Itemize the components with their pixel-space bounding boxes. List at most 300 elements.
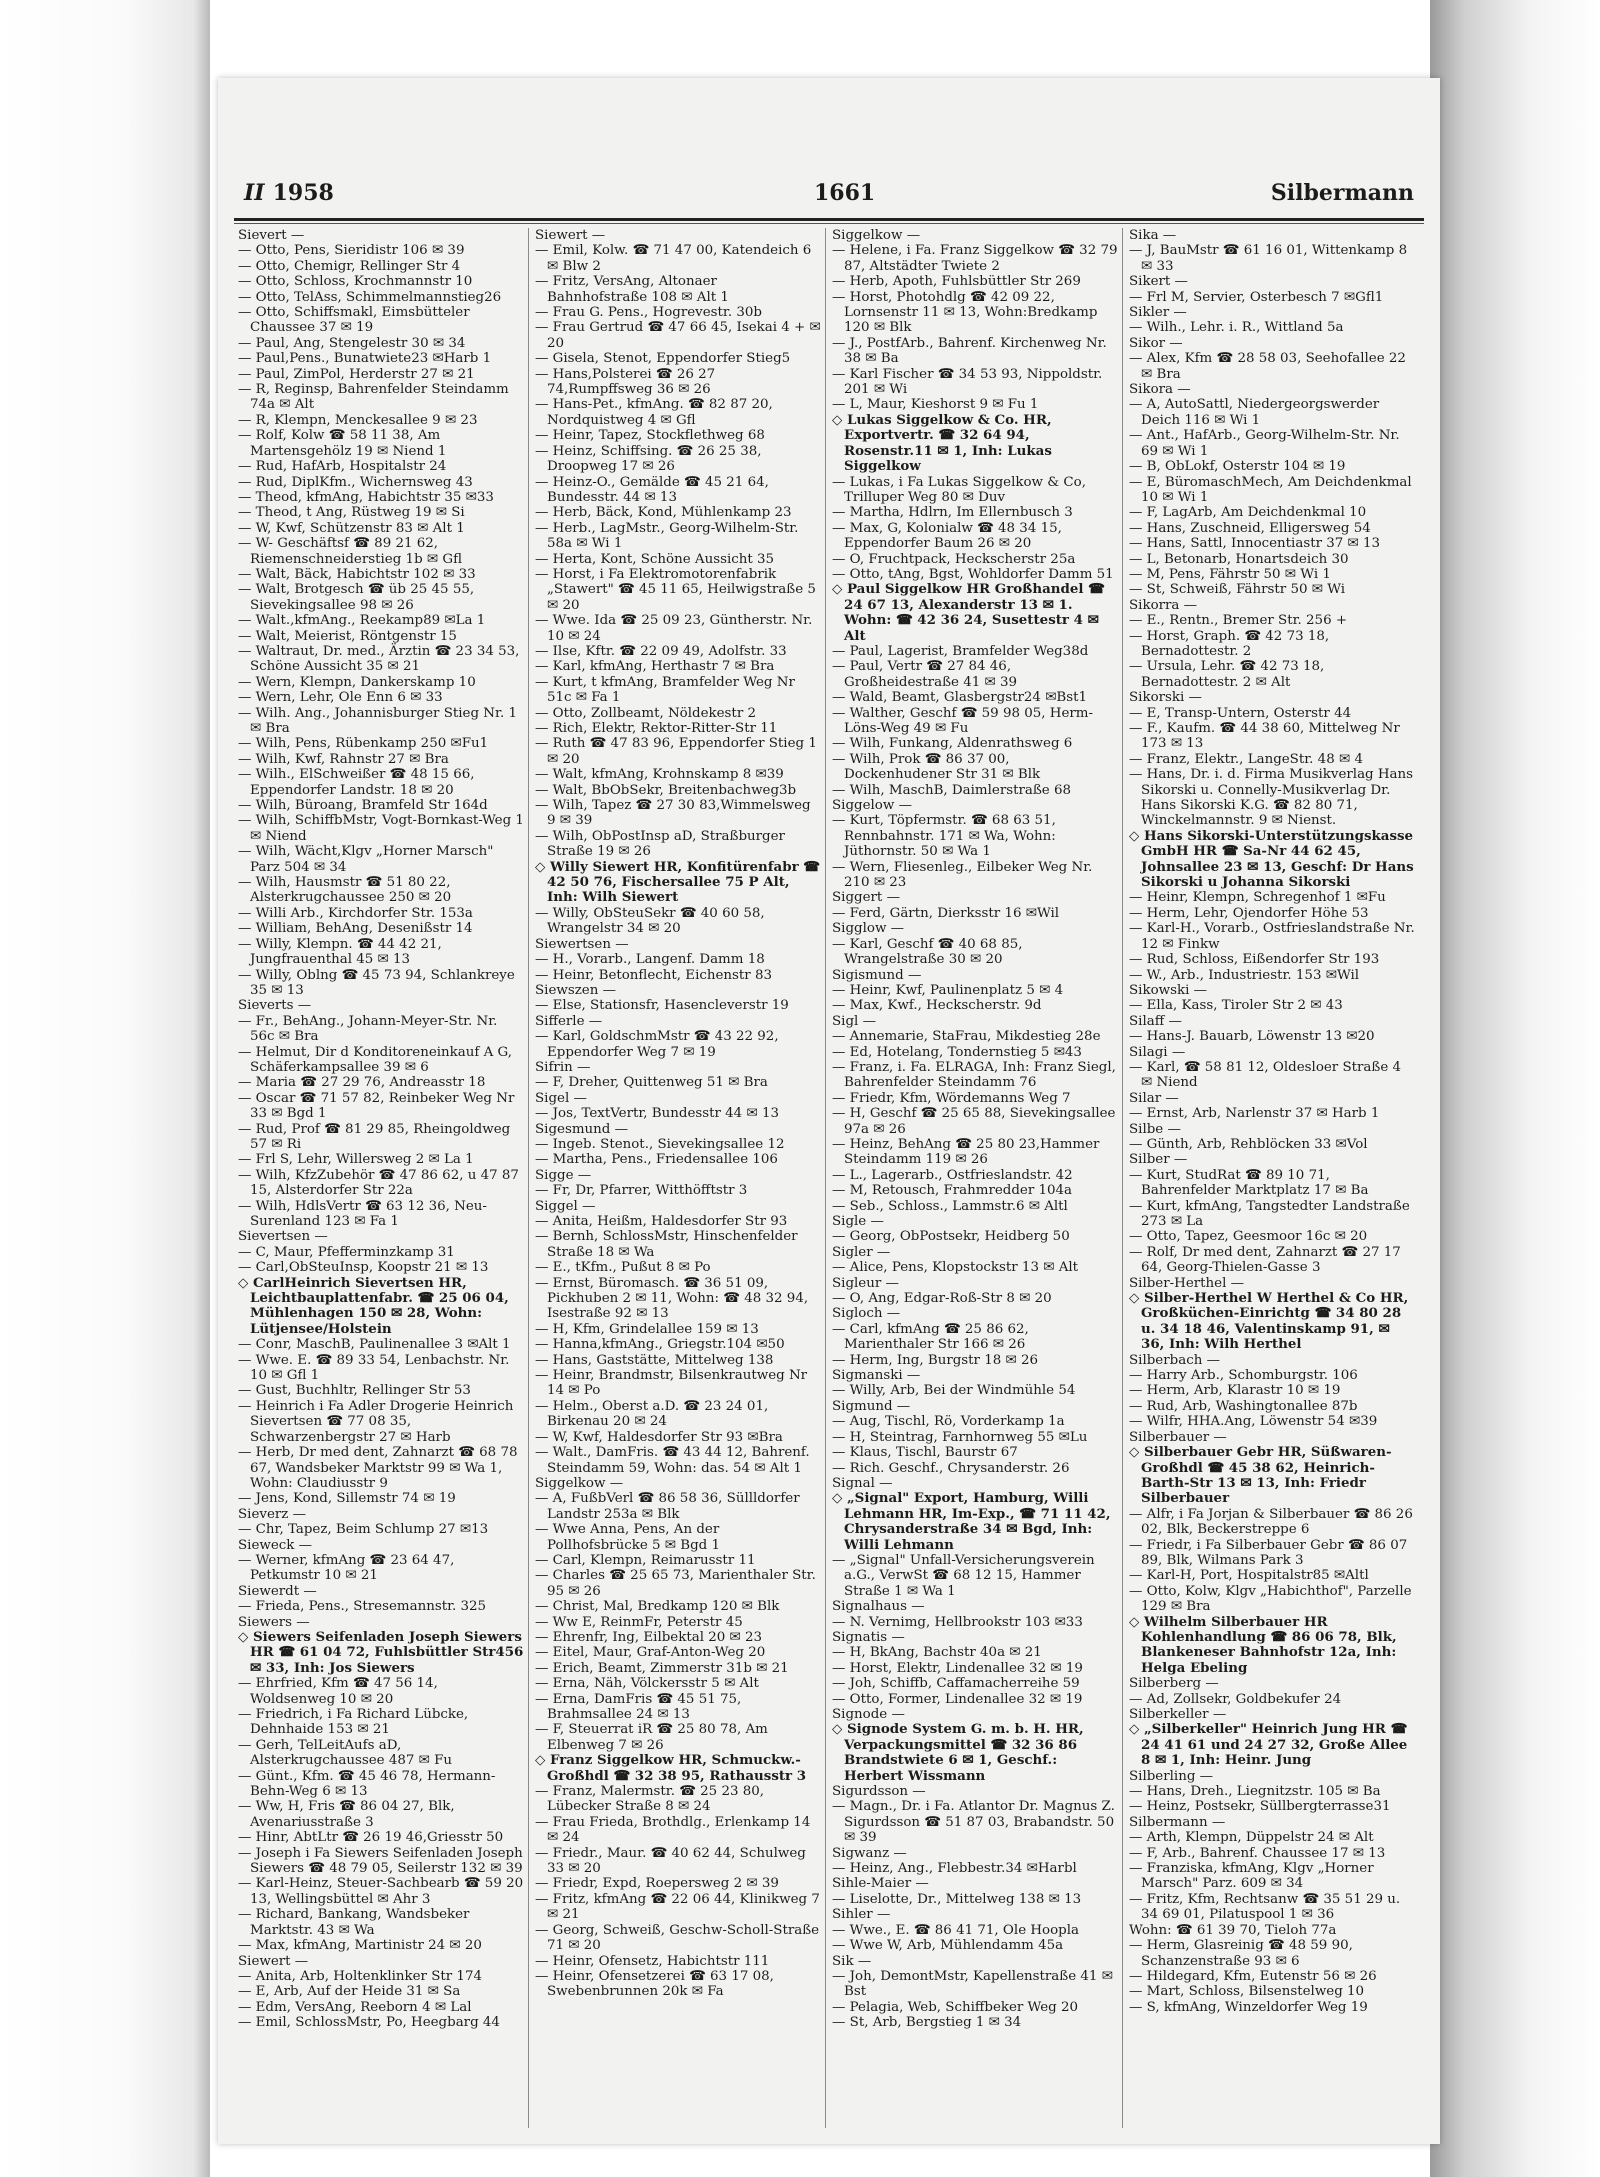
directory-entry: — Helmut, Dir d Konditoreneinkauf A G, Schäferkampsallee 39 ✉ 6: [238, 1044, 512, 1075]
directory-entry: — Herm, Glasreinig ☎ 48 59 90, Schanzenstraße 93 ✉ 6: [1129, 1938, 1353, 1969]
directory-entry: — A, AutoSattl, Niedergeorgswerder Deich 116 ✉ Wi 1: [1129, 397, 1380, 428]
surname-heading: Siewert —: [535, 228, 606, 243]
directory-entry: — Wilh, HdlsVertr ☎ 63 12 36, Neu-Surenland 123 ✉ Fa 1: [238, 1198, 487, 1229]
directory-entry: — Lukas, i Fa Lukas Siggelkow & Co, Trilluper Weg 80 ✉ Duv: [832, 474, 1086, 505]
directory-entry: — Klaus, Tischl, Baurstr 67: [832, 1445, 1018, 1461]
directory-entry: — B, ObLokf, Osterstr 104 ✉ 19: [1129, 459, 1346, 475]
directory-entry: — Ed, Hotelang, Tondernstieg 5 ✉43: [832, 1044, 1082, 1060]
directory-entry: — Friedr, Kfm, Wördemanns Weg 7: [832, 1090, 1071, 1106]
directory-entry: — Wilh. Ang., Johannisburger Stieg Nr. 1 ✉ Bra: [238, 705, 517, 736]
directory-entry: — Ingeb. Stenot., Sievekingsallee 12: [535, 1136, 785, 1152]
surname-heading: Sikorra —: [1129, 597, 1198, 613]
directory-entry: — Joh, Schiffb, Caffamacherreihe 59: [832, 1676, 1080, 1692]
directory-entry: — Ella, Kass, Tiroler Str 2 ✉ 43: [1129, 998, 1343, 1014]
directory-entry: — Hans, Sattl, Innocentiastr 37 ✉ 13: [1129, 536, 1381, 552]
directory-entry: — Frl S, Lehr, Willersweg 2 ✉ La 1: [238, 1152, 474, 1168]
directory-entry: — Franz, Elektr., LangeStr. 48 ✉ 4: [1129, 751, 1363, 767]
surname-heading: Sigge —: [535, 1167, 592, 1183]
surname-heading: Silberling —: [1129, 1768, 1214, 1784]
directory-entry: — Willy, Arb, Bei der Windmühle 54: [832, 1383, 1076, 1399]
directory-entry: — Herm, Lehr, Ojendorfer Höhe 53: [1129, 905, 1369, 921]
directory-entry: — Ernst, Arb, Narlenstr 37 ✉ Harb 1: [1129, 1106, 1380, 1122]
surname-heading: Sikert —: [1129, 274, 1188, 290]
surname-heading: Sievertsen —: [238, 1229, 328, 1245]
directory-entry: — F, LagArb, Am Deichdenkmal 10: [1129, 505, 1367, 521]
directory-entry: — Wilh., ElSchweißer ☎ 48 15 66, Eppendorfer Landstr. 18 ✉ 20: [238, 767, 475, 798]
directory-entry: — Walther, Geschf ☎ 59 98 05, Herm-Löns-Weg 49 ✉ Fu: [832, 705, 1094, 736]
surname-heading: Silber-Herthel —: [1129, 1275, 1245, 1291]
directory-entry: — Charles ☎ 25 65 73, Marienthaler Str. 95 ✉ 26: [535, 1568, 816, 1599]
directory-entry: — L, Betonarb, Honartsdeich 30: [1129, 551, 1349, 567]
directory-entry: — Helene, i Fa. Franz Siggelkow ☎ 32 79 87, Altstädter Twiete 2: [832, 243, 1118, 274]
directory-entry: — Hans, Gaststätte, Mittelweg 138: [535, 1352, 774, 1368]
directory-entry: — Wilh, ObPostInsp aD, Straßburger Straße 19 ✉ 26: [535, 828, 785, 860]
directory-entry: — Jos, TextVertr, Bundesstr 44 ✉ 13: [535, 1106, 779, 1122]
surname-heading: Sigel —: [535, 1090, 587, 1106]
surname-heading: Sigleur —: [832, 1275, 899, 1291]
directory-entry: — Theod, kfmAng, Habichtstr 35 ✉33: [238, 489, 494, 505]
directory-entry: — Oscar ☎ 71 57 82, Reinbeker Weg Nr 33 ✉ Bgd 1: [238, 1090, 515, 1122]
directory-entry: — Horst, Graph. ☎ 42 73 18, Bernadottestr. 2: [1129, 628, 1330, 659]
directory-entry: — O, Fruchtpack, Heckscherstr 25a: [832, 551, 1076, 567]
directory-entry: — Horst, i Fa Elektromotorenfabrik „Stawert" ☎ 45 11 65, Heilwigstraße 5 ✉ 20: [535, 566, 816, 613]
directory-entry: — H, BkAng, Bachstr 40a ✉ 21: [832, 1645, 1042, 1661]
surname-heading: Sieverts —: [238, 998, 312, 1014]
directory-entry: — L., Lagerarb., Ostfrieslandstr. 42: [832, 1167, 1073, 1183]
directory-entry: — Fritz, kfmAng ☎ 22 06 44, Klinikweg 7 ✉ 21: [535, 1891, 820, 1923]
surname-heading: Siewszen —: [535, 982, 616, 998]
directory-entry: — Karl-H, Port, Hospitalstr85 ✉Altl: [1129, 1568, 1369, 1584]
directory-entry: ◇ „Signal" Export, Hamburg, Willi Lehmann HR, Im-Exp., ☎ 71 11 42, Chrysanderstraße 34 ✉ Bgd, Inh: Willi Lehmann: [832, 1490, 1111, 1553]
directory-entry: — Anita, Arb, Holtenklinker Str 174: [238, 1968, 482, 1984]
directory-entry: — Edm, VersAng, Reeborn 4 ✉ Lal: [238, 1999, 472, 2015]
directory-entry: — Rud, Prof ☎ 81 29 85, Rheingoldweg 57 ✉ Ri: [238, 1121, 511, 1152]
directory-entry: — Otto, Zollbeamt, Nöldekestr 2: [535, 705, 756, 721]
year: 1958: [272, 180, 334, 206]
directory-entry: — Paul,Pens., Bunatwiete23 ✉Harb 1: [238, 351, 492, 367]
surname-heading: Sihler —: [832, 1907, 891, 1923]
directory-entry: — Wwe., E. ☎ 86 41 71, Ole Hoopla: [832, 1922, 1080, 1938]
directory-entry: — Hans, Dr. i. d. Firma Musikverlag Hans Sikorski u. Connelly-Musikverlag Dr. Hans Sikorski K.G. ☎ 82 80 71, Winckelmannstr. 9 ✉ Nienst.: [1129, 767, 1414, 829]
directory-entry: — Heinr, Brandmstr, Bilsenkrautweg Nr 14 ✉ Po: [535, 1368, 808, 1399]
directory-entry: — Herb., LagMstr., Georg-Wilhelm-Str. 58a ✉ Wi 1: [535, 520, 799, 552]
directory-entry: — Karl-Heinz, Steuer-Sachbearb ☎ 59 20 13, Wellingsbüttel ✉ Ahr 3: [238, 1876, 524, 1907]
directory-entry: — E, Arb, Auf der Heide 31 ✉ Sa: [238, 1984, 461, 2000]
directory-entry: — Wilh, Kwf, Rahnstr 27 ✉ Bra: [238, 751, 449, 767]
directory-entry: — Wilh, Büroang, Bramfeld Str 164d: [238, 798, 488, 814]
directory-entry: — Alfr, i Fa Jorjan & Silberbauer ☎ 86 26 02, Blk, Beckerstreppe 6: [1129, 1506, 1413, 1538]
directory-entry: — W, Kwf, Haldesdorfer Str 93 ✉Bra: [535, 1429, 783, 1445]
surname-heading: Sikowski —: [1129, 982, 1208, 998]
surname-heading: Siewerdt —: [238, 1583, 317, 1599]
directory-entry: — „Signal" Unfall-Versicherungsverein a.G., VerwSt ☎ 68 12 15, Hammer Straße 1 ✉ Wa 1: [832, 1552, 1095, 1599]
directory-entry: — Friedr., Maur. ☎ 40 62 44, Schulweg 33 ✉ 20: [535, 1845, 806, 1877]
directory-entry: — Arth, Klempn, Düppelstr 24 ✉ Alt: [1129, 1830, 1374, 1846]
surname-heading: Silberkeller —: [1129, 1707, 1227, 1722]
directory-entry: — Emil, Kolw. ☎ 71 47 00, Katendeich 6 ✉ Blw 2: [535, 243, 812, 274]
surname-heading: Sieweck —: [238, 1537, 313, 1553]
directory-entry: — Fr., BehAng., Johann-Meyer-Str. Nr. 56c ✉ Bra: [238, 1013, 498, 1045]
surname-heading: Sievert —: [238, 228, 305, 243]
directory-entry: — Gust, Buchhltr, Rellinger Str 53: [238, 1383, 471, 1399]
surname-heading: Sigwanz —: [832, 1845, 907, 1861]
directory-entry: — Ehrfried, Kfm ☎ 47 56 14, Woldsenweg 10 ✉ 20: [238, 1676, 438, 1707]
directory-entry: — Otto, Pens, Sieridistr 106 ✉ 39: [238, 243, 465, 259]
directory-entry: — Theod, t Ang, Rüstweg 19 ✉ Si: [238, 505, 465, 521]
directory-entry: — Magn., Dr. i Fa. Atlantor Dr. Magnus Z. Sigurdsson ☎ 51 87 03, Brabandstr. 50 ✉ 39: [832, 1799, 1115, 1846]
surname-heading: Sihle-Maier —: [832, 1876, 929, 1892]
directory-entry: — St, Arb, Bergstieg 1 ✉ 34: [832, 2015, 1022, 2031]
directory-entry: — Rich, Elektr, Rektor-Ritter-Str 11: [535, 721, 778, 736]
directory-entry: — Hans, Zuschneid, Elligersweg 54: [1129, 520, 1371, 536]
directory-entry: ◇ Wilhelm Silberbauer HR Kohlenhandlung ☎ 86 06 78, Blk, Blankeneser Bahnhofstr 12a, Inh: Helga Ebeling: [1129, 1613, 1397, 1676]
directory-entry: — Otto, Schiffsmakl, Eimsbütteler Chaussee 37 ✉ 19: [238, 305, 470, 336]
directory-entry: — Kurt, t kfmAng, Bramfelder Weg Nr 51c ✉ Fa 1: [535, 674, 795, 706]
directory-entry: — Walt, Meierist, Röntgenstr 15: [238, 628, 457, 644]
surname-heading: Sikorski —: [1129, 690, 1202, 706]
directory-entry: — Wilh, Pens, Rübenkamp 250 ✉Fu1: [238, 736, 489, 752]
directory-entry: — Georg, ObPostsekr, Heidberg 50: [832, 1229, 1070, 1245]
directory-entry: — Kurt, StudRat ☎ 89 10 71, Bahrenfelder Marktplatz 17 ✉ Ba: [1129, 1167, 1369, 1199]
directory-entry: — Ww, H, Fris ☎ 86 04 27, Blk, Avenariusstraße 3: [238, 1799, 455, 1830]
surname-heading: Signal —: [832, 1475, 893, 1491]
surname-heading: Sika —: [1129, 228, 1177, 243]
directory-entry: — Erna, Näh, Völckersstr 5 ✉ Alt: [535, 1676, 759, 1692]
directory-entry: — Maria ☎ 27 29 76, Andreasstr 18: [238, 1075, 486, 1091]
directory-entry: — L, Maur, Kieshorst 9 ✉ Fu 1: [832, 397, 1039, 413]
directory-entry: ◇ Lukas Siggelkow & Co. HR, Exportvertr. ☎ 32 64 94, Rosenstr.11 ✉ 1, Inh: Lukas Siggelkow: [832, 411, 1052, 475]
surname-heading: Siggelkow —: [535, 1475, 624, 1491]
directory-entry: — Frl M, Servier, Osterbesch 7 ✉Gfl1: [1129, 289, 1384, 305]
scan-margin-left: [0, 0, 210, 2177]
directory-entry: — Joh, DemontMstr, Kapellenstraße 41 ✉ Bst: [832, 1968, 1113, 2000]
directory-entry: — Chr, Tapez, Beim Schlump 27 ✉13: [238, 1522, 489, 1538]
directory-entry: — E., Rentn., Bremer Str. 256 +: [1129, 613, 1348, 629]
surname-heading: Siggelkow —: [832, 228, 921, 243]
directory-entry: — Wilh, Prok ☎ 86 37 00, Dockenhudener Str 31 ✉ Blk: [832, 751, 1041, 783]
directory-entry: — Hans,Polsterei ☎ 26 27 74,Rumpffsweg 36 ✉ 26: [535, 366, 716, 398]
directory-entry: — Walt, Bäck, Habichtstr 102 ✉ 33: [238, 566, 476, 582]
directory-entry: — Otto, Kolw, Klgv „Habichthof", Parzelle 129 ✉ Bra: [1129, 1583, 1412, 1615]
directory-entry: — Rud, DiplKfm., Wichernsweg 43: [238, 474, 473, 490]
directory-entry: — Paul, Vertr ☎ 27 84 46, Großheidestraße 41 ✉ 39: [832, 659, 1018, 690]
directory-entry: — Georg, Schweiß, Geschw-Scholl-Straße 71 ✉ 20: [535, 1922, 820, 1954]
directory-entry: — Wilh., Lehr. i. R., Wittland 5a: [1129, 320, 1344, 336]
surname-heading: Signalhaus —: [832, 1599, 925, 1615]
directory-entry: — Wwe. E. ☎ 89 33 54, Lenbachstr. Nr. 10 ✉ Gfl 1: [238, 1352, 510, 1384]
directory-entry: — Walt, kfmAng, Krohnskamp 8 ✉39: [535, 767, 784, 783]
directory-entry: — J., PostfArb., Bahrenf. Kirchenweg Nr. 38 ✉ Ba: [832, 335, 1107, 367]
directory-entry: — Willy, ObSteuSekr ☎ 40 60 58, Wrangelstr 34 ✉ 20: [535, 905, 765, 937]
directory-entry: — Otto, Schloss, Krochmannstr 10: [238, 274, 473, 290]
directory-entry: — Alice, Pens, Klopstockstr 13 ✉ Alt: [832, 1260, 1079, 1276]
directory-entry: — Rich. Geschf., Chrysanderstr. 26: [832, 1460, 1070, 1476]
directory-entry: — Fr, Dr, Pfarrer, Witthöfftstr 3: [535, 1183, 748, 1199]
directory-entry: — Martha, Pens., Friedensallee 106: [535, 1152, 778, 1168]
directory-entry: ◇ Siewers Seifenladen Joseph Siewers HR ☎ 61 04 72, Fuhlsbüttler Str456 ✉ 33, Inh: Jos Siewers: [238, 1628, 524, 1676]
directory-entry: — Max, Kwf., Heckscherstr. 9d: [832, 998, 1042, 1014]
directory-entry: — Friedr, Expd, Roepersweg 2 ✉ 39: [535, 1876, 779, 1892]
catchword: Silbermann: [1270, 180, 1414, 206]
surname-heading: Siewertsen —: [535, 936, 629, 952]
directory-entry: — O, Ang, Edgar-Roß-Str 8 ✉ 20: [832, 1291, 1052, 1307]
directory-entry: — Else, Stationsfr, Hasencleverstr 19: [535, 998, 789, 1014]
surname-heading: Silber —: [1129, 1152, 1188, 1168]
directory-entry: — Friedrich, i Fa Richard Lübcke, Dehnhaide 153 ✉ 21: [238, 1707, 469, 1738]
directory-entry: — Ruth ☎ 47 83 96, Eppendorfer Stieg 1 ✉ 20: [535, 736, 817, 767]
directory-entry: — Heinz, Ang., Flebbestr.34 ✉Harbl: [832, 1861, 1077, 1877]
directory-entry: — F, Dreher, Quittenweg 51 ✉ Bra: [535, 1075, 768, 1091]
directory-entry: — W, Kwf, Schützenstr 83 ✉ Alt 1: [238, 520, 465, 536]
surname-heading: Sifrin —: [535, 1059, 591, 1075]
surname-heading: Siggel —: [535, 1198, 596, 1214]
directory-entry: — Eitel, Maur, Graf-Anton-Weg 20: [535, 1645, 766, 1661]
surname-heading: Sigler —: [832, 1244, 891, 1260]
directory-page: [218, 78, 1440, 2144]
directory-entry: — Hanna,kfmAng., Griegstr.104 ✉50: [535, 1337, 785, 1353]
directory-entry: — Rolf, Kolw ☎ 58 11 38, Am Martensgehölz 19 ✉ Niend 1: [238, 428, 447, 459]
page-number: 1661: [814, 180, 876, 206]
surname-heading: Sigloch —: [832, 1306, 901, 1322]
directory-entry: — R, Reginsp, Bahrenfelder Steindamm 74a ✉ Alt: [238, 382, 509, 413]
directory-entry: — Kurt, Töpfermstr. ☎ 68 63 51, Rennbahnstr. 171 ✉ Wa, Wohn: Jüthornstr. 50 ✉ Wa 1: [832, 813, 1056, 860]
directory-entry: — Günt., Kfm. ☎ 45 46 78, Hermann-Behn-Weg 6 ✉ 13: [238, 1768, 496, 1800]
directory-entry: — Aug, Tischl, Rö, Vorderkamp 1a: [832, 1414, 1065, 1430]
directory-entry: — M, Retousch, Frahmredder 104a: [832, 1183, 1073, 1199]
directory-entry: — Heinz, BehAng ☎ 25 80 23,Hammer Steindamm 119 ✉ 26: [832, 1136, 1100, 1168]
surname-heading: Silberbauer —: [1129, 1429, 1227, 1445]
surname-heading: Signode —: [832, 1707, 905, 1722]
directory-entry: — Rud, HafArb, Hospitalstr 24: [238, 459, 447, 475]
directory-entry: — Heinr, Betonflecht, Eichenstr 83: [535, 967, 772, 983]
directory-entry: — Frieda, Pens., Stresemannstr. 325: [238, 1599, 487, 1615]
directory-entry: — Franziska, kfmAng, Klgv „Horner Marsch" Parz. 609 ✉ 34: [1129, 1861, 1374, 1892]
directory-entry: — Herb, Bäck, Kond, Mühlenkamp 23: [535, 505, 792, 521]
directory-entry: — Martha, Hdlrn, Im Ellernbusch 3: [832, 505, 1073, 521]
directory-entry: — Ursula, Lehr. ☎ 42 73 18, Bernadottestr. 2 ✉ Alt: [1129, 659, 1325, 690]
surname-heading: Silbermann —: [1129, 1814, 1226, 1830]
directory-entry: — Wilh, Funkang, Aldenrathsweg 6: [832, 736, 1073, 752]
surname-heading: Sigurdsson —: [832, 1784, 926, 1800]
directory-entry: ◇ Willy Siewert HR, Konfitürenfabr ☎ 42 50 76, Fischersallee 75 P Alt, Inh: Wilh Siewert: [535, 858, 820, 906]
directory-entry: — Herb, Apoth, Fuhlsbüttler Str 269: [832, 274, 1081, 290]
directory-entry: — Walt.,kfmAng., Reekamp89 ✉La 1: [238, 613, 486, 629]
directory-entry: — Bernh, SchlossMstr, Hinschenfelder Straße 18 ✉ Wa: [535, 1229, 798, 1260]
directory-entry: — J, BauMstr ☎ 61 16 01, Wittenkamp 8 ✉ 33: [1129, 243, 1408, 274]
directory-entry: — Carl,ObSteuInsp, Koopstr 21 ✉ 13: [238, 1260, 489, 1276]
directory-entry: — Carl, kfmAng ☎ 25 86 62, Marienthaler Str 166 ✉ 26: [832, 1321, 1029, 1353]
directory-entry: — Willy, Klempn. ☎ 44 42 21, Jungfrauenthal 45 ✉ 13: [238, 936, 442, 968]
directory-entry: — Karl Fischer ☎ 34 53 93, Nippoldstr. 201 ✉ Wi: [832, 366, 1103, 398]
directory-entry: — Wern, Lehr, Ole Enn 6 ✉ 33: [238, 690, 443, 706]
directory-entry: — Ad, Zollsekr, Goldbekufer 24: [1129, 1691, 1342, 1707]
directory-entry: — Liselotte, Dr., Mittelweg 138 ✉ 13: [832, 1891, 1082, 1907]
directory-entry: — E., tKfm., Pußut 8 ✉ Po: [535, 1260, 711, 1276]
directory-entry: — Harry Arb., Schomburgstr. 106: [1129, 1368, 1358, 1384]
directory-entry: — Erich, Beamt, Zimmerstr 31b ✉ 21: [535, 1660, 789, 1676]
directory-entry: — H., Vorarb., Langenf. Damm 18: [535, 952, 765, 968]
surname-heading: Sigesmund —: [535, 1121, 628, 1137]
directory-entry: ◇ Signode System G. m. b. H. HR, Verpackungsmittel ☎ 32 36 86 Brandstwiete 6 ✉ 1, Geschf.: Herbert Wissmann: [832, 1721, 1084, 1784]
directory-entry: — C, Maur, Pfefferminzkamp 31: [238, 1244, 455, 1260]
directory-entry: ◇ „Silberkeller" Heinrich Jung HR ☎ 24 41 61 und 24 27 32, Große Allee 8 ✉ 1, Inh: Heinr. Jung: [1129, 1721, 1408, 1769]
directory-entry: — Heinz, Schiffsing. ☎ 26 25 38, Droopweg 17 ✉ 26: [535, 443, 762, 475]
surname-heading: Siggert —: [832, 890, 900, 906]
head-left: [244, 180, 334, 206]
directory-entry: ◇ Franz Siggelkow HR, Schmuckw.-Großhdl ☎ 32 38 95, Rathausstr 3: [535, 1752, 807, 1784]
column-4: [1123, 228, 1420, 2128]
column-2: [529, 228, 826, 2128]
surname-heading: Silbe —: [1129, 1121, 1181, 1137]
surname-heading: Signatis —: [832, 1629, 905, 1645]
column-3: [826, 228, 1123, 2128]
directory-entry: — Horst, Photohdlg ☎ 42 09 22, Lornsenstr 11 ✉ 13, Wohn:Bredkamp 120 ✉ Blk: [832, 289, 1098, 336]
surname-heading: Siggelow —: [832, 798, 912, 814]
directory-entry: — Hinr, AbtLtr ☎ 26 19 46,Griesstr 50: [238, 1830, 504, 1846]
directory-entry: — Hans, Dreh., Liegnitzstr. 105 ✉ Ba: [1129, 1784, 1381, 1800]
directory-entry: — Alex, Kfm ☎ 28 58 03, Seehofallee 22 ✉ Bra: [1129, 351, 1406, 382]
directory-entry: — W- Geschäftsf ☎ 89 21 62, Riemenschneiderstieg 1b ✉ Gfl: [238, 536, 463, 567]
directory-entry: — Pelagia, Web, Schiffbeker Weg 20: [832, 1999, 1079, 2015]
directory-entry: — Conr, MaschB, Paulinenallee 3 ✉Alt 1: [238, 1337, 511, 1353]
directory-entry: — Karl, ☎ 58 81 12, Oldesloer Straße 4 ✉ Niend: [1129, 1059, 1402, 1091]
directory-entry: — Frau Gertrud ☎ 47 66 45, Isekai 4 + ✉ 20: [535, 320, 821, 351]
directory-entry: — Willi Arb., Kirchdorfer Str. 153a: [238, 905, 473, 921]
surname-heading: Sikor —: [1129, 335, 1183, 351]
surname-heading: Siewers —: [238, 1614, 310, 1630]
directory-entry: ◇ Paul Siggelkow HR Großhandel ☎ 24 67 13, Alexanderstr 13 ✉ 1. Wohn: ☎ 42 36 24, Susettestr 4 ✉ Alt: [832, 581, 1105, 644]
directory-entry: — Frau G. Pens., Hogrevestr. 30b: [535, 305, 762, 321]
directory-entry: — Wwe. Ida ☎ 25 09 23, Güntherstr. Nr. 10 ✉ 24: [535, 613, 813, 644]
surname-heading: Sieverz —: [238, 1506, 306, 1522]
directory-entry: — F, Steuerrat iR ☎ 25 80 78, Am Elbenweg 7 ✉ 26: [535, 1722, 768, 1753]
directory-entry: — F, Arb., Bahrenf. Chaussee 17 ✉ 13: [1129, 1845, 1386, 1861]
directory-entry: — Karl-H., Vorarb., Ostfrieslandstraße Nr. 12 ✉ Finkw: [1129, 921, 1415, 952]
header-rule: [234, 218, 1424, 224]
directory-entry: — Erna, DamFris ☎ 45 51 75, Brahmsallee 24 ✉ 13: [535, 1691, 742, 1722]
directory-entry: — St, Schweiß, Fährstr 50 ✉ Wi: [1129, 582, 1346, 598]
directory-entry: — H, Geschf ☎ 25 65 88, Sievekingsallee 97a ✉ 26: [832, 1106, 1116, 1137]
directory-entry: — Friedr, i Fa Silberbauer Gebr ☎ 86 07 89, Blk, Wilmans Park 3: [1129, 1537, 1408, 1568]
directory-entry: — A, FußbVerl ☎ 86 58 36, Süllldorfer Landstr 253a ✉ Blk: [535, 1491, 800, 1522]
directory-entry: — Heinr, Tapez, Stockflethweg 68: [535, 428, 765, 444]
directory-entry: — Gisela, Stenot, Eppendorfer Stieg5: [535, 351, 791, 367]
directory-entry: — Günth, Arb, Rehblöcken 33 ✉Vol: [1129, 1136, 1368, 1152]
directory-entry: — Otto, tAng, Bgst, Wohldorfer Damm 51: [832, 566, 1114, 582]
directory-entry: — Mart, Schloss, Bilsenstelweg 10: [1129, 1984, 1365, 2000]
directory-entry: — Fritz, Kfm, Rechtsanw ☎ 35 51 29 u. 34 69 01, Pilatuspool 1 ✉ 36: [1129, 1891, 1401, 1923]
directory-entry: — Wilh, Wächt,Klgv „Horner Marsch" Parz 504 ✉ 34: [238, 844, 494, 875]
directory-entry: — Karl, Geschf ☎ 40 68 85, Wrangelstraße 30 ✉ 20: [832, 936, 1023, 968]
directory-entry: — Ferd, Gärtn, Dierksstr 16 ✉Wil: [832, 905, 1060, 921]
directory-entry: — Seb., Schloss., Lammstr.6 ✉ Altl: [832, 1198, 1068, 1214]
directory-entry: — Emil, SchlossMstr, Po, Heegbarg 44: [238, 2015, 500, 2031]
directory-entry: — Otto, Tapez, Geesmoor 16c ✉ 20: [1129, 1229, 1368, 1245]
scan-margin-right: [1430, 0, 1600, 2177]
surname-heading: Sikler —: [1129, 305, 1187, 321]
directory-entry: — Franz, Malermstr. ☎ 25 23 80, Lübecker Straße 8 ✉ 24: [535, 1784, 765, 1815]
directory-entry: — E, BüromaschMech, Am Deichdenkmal 10 ✉ Wi 1: [1129, 474, 1412, 505]
directory-entry: — Wwe Anna, Pens, An der Pollhofsbrücke 5 ✉ Bgd 1: [535, 1522, 721, 1553]
directory-entry: — Ehrenfr, Ing, Eilbektal 20 ✉ 23: [535, 1629, 763, 1645]
directory-entry: — S, kfmAng, Winzeldorfer Weg 19: [1129, 1999, 1368, 2015]
directory-entry: — Herb, Dr med dent, Zahnarzt ☎ 68 78 67, Wandsbeker Marktstr 99 ✉ Wa 1, Wohn: Claudiusstr 9: [238, 1445, 518, 1491]
directory-entry: — Heinrich i Fa Adler Drogerie Heinrich Sievertsen ☎ 77 08 35, Schwarzenbergstr 27 ✉ Harb: [238, 1398, 514, 1445]
running-head: [234, 174, 1424, 214]
directory-entry: — Christ, Mal, Bredkamp 120 ✉ Blk: [535, 1599, 780, 1615]
surname-heading: Sigle —: [832, 1214, 884, 1229]
directory-entry: — Wern, Fliesenleg., Eilbeker Weg Nr. 210 ✉ 23: [832, 859, 1093, 891]
directory-entry: — Karl, GoldschmMstr ☎ 43 22 92, Eppendorfer Weg 7 ✉ 19: [535, 1029, 779, 1060]
volume-number: II: [244, 180, 265, 206]
directory-entry: — Herta, Kont, Schöne Aussicht 35: [535, 551, 775, 567]
directory-entry: — Hildegard, Kfm, Eutenstr 56 ✉ 26: [1129, 1968, 1377, 1984]
directory-entry: — Ernst, Büromasch. ☎ 36 51 09, Pickhuben 2 ✉ 11, Wohn: ☎ 48 32 94, Isestraße 92 ✉ 13: [535, 1275, 809, 1322]
directory-entry: — Jens, Kond, Sillemstr 74 ✉ 19: [238, 1491, 456, 1507]
surname-heading: Silagi —: [1129, 1044, 1186, 1060]
surname-heading: Sikora —: [1129, 382, 1191, 398]
directory-entry: ◇ CarlHeinrich Sievertsen HR, Leichtbauplattenfabr. ☎ 25 06 04, Mühlenhagen 150 ✉ 28, Wohn: Lütjensee/Holstein: [238, 1274, 509, 1337]
directory-entry: — Walt, BbObSekr, Breitenbachweg3b: [535, 782, 797, 798]
directory-entry: — H, Kfm, Grindelallee 159 ✉ 13: [535, 1321, 759, 1337]
directory-entry: — E, Transp-Untern, Osterstr 44: [1129, 705, 1352, 721]
directory-entry: — Otto, Former, Lindenallee 32 ✉ 19: [832, 1691, 1083, 1707]
directory-entry: — Horst, Elektr, Lindenallee 32 ✉ 19: [832, 1660, 1083, 1676]
surname-heading: Sigismund —: [832, 967, 922, 983]
directory-entry: — Rud, Schloss, Eißendorfer Str 193: [1129, 952, 1380, 968]
directory-entry: ◇ Silber-Herthel W Herthel & Co HR, Großküchen-Einrichtg ☎ 34 80 28 u. 34 18 46, Valentinskamp 91, ✉ 36, Inh: Wilh Herthel: [1129, 1290, 1409, 1353]
directory-entry: — Heinr, Kwf, Paulinenplatz 5 ✉ 4: [832, 982, 1064, 998]
directory-entry: — Frau Frieda, Brothdlg., Erlenkamp 14 ✉ 24: [535, 1814, 811, 1846]
directory-entry: — Anita, Heißm, Haldesdorfer Str 93: [535, 1214, 788, 1229]
directory-entry: — Max, G, Kolonialw ☎ 48 34 15, Eppendorfer Baum 26 ✉ 20: [832, 520, 1062, 552]
directory-entry: — Hans-J. Bauarb, Löwenstr 13 ✉20: [1129, 1029, 1375, 1045]
directory-entry: — Willy, Oblng ☎ 45 73 94, Schlankreye 35 ✉ 13: [238, 967, 515, 998]
directory-entry: — Rolf, Dr med dent, Zahnarzt ☎ 27 17 64, Georg-Thielen-Gasse 3: [1129, 1244, 1401, 1276]
directory-entry: — Heinr, Ofensetz, Habichtstr 111: [535, 1953, 770, 1969]
directory-entry: — Karl, kfmAng, Herthastr 7 ✉ Bra: [535, 659, 775, 675]
directory-entry: — Herm, Arb, Klarastr 10 ✉ 19: [1129, 1383, 1341, 1399]
directory-entry: — Werner, kfmAng ☎ 23 64 47, Petkumstr 10 ✉ 21: [238, 1552, 455, 1584]
directory-entry: — Heinr, Klempn, Schregenhof 1 ✉Fu: [1129, 890, 1386, 906]
surname-heading: Sigl —: [832, 1013, 876, 1029]
directory-entry: — Wald, Beamt, Glasbergstr24 ✉Bst1: [832, 690, 1088, 706]
surname-heading: Silberberg —: [1129, 1676, 1219, 1692]
surname-heading: Sigglow —: [832, 921, 905, 937]
surname-heading: Siewert —: [238, 1953, 309, 1969]
directory-entry: — Wilfr, HHA.Ang, Löwenstr 54 ✉39: [1129, 1414, 1378, 1430]
directory-entry: ◇ Silberbauer Gebr HR, Süßwaren-Großhdl ☎ 45 38 62, Heinrich-Barth-Str 13 ✉ 13, Inh: Friedr Silberbauer: [1129, 1444, 1392, 1507]
directory-entry: — Helm., Oberst a.D. ☎ 23 24 01, Birkenau 20 ✉ 24: [535, 1398, 769, 1430]
directory-entry: — Otto, Chemigr, Rellinger Str 4: [238, 258, 461, 274]
directory-entry: — Franz, i. Fa. ELRAGA, Inh: Franz Siegl, Bahrenfelder Steindamm 76: [832, 1059, 1116, 1091]
directory-entry: — Fritz, VersAng, Altonaer Bahnhofstraße 108 ✉ Alt 1: [535, 274, 729, 305]
directory-entry: — Max, kfmAng, Martinistr 24 ✉ 20: [238, 1938, 482, 1954]
directory-entry: — Walt., DamFris. ☎ 43 44 12, Bahrenf. Steindamm 59, Wohn: das. 54 ✉ Alt 1: [535, 1445, 810, 1476]
surname-heading: Silaff —: [1129, 1013, 1182, 1029]
directory-entry: — Annemarie, StaFrau, Mikdestieg 28e: [832, 1029, 1101, 1045]
surname-heading: Silberbach —: [1129, 1352, 1220, 1368]
directory-entry: — Ilse, Kftr. ☎ 22 09 49, Adolfstr. 33: [535, 643, 787, 659]
directory-entry: — Waltraut, Dr. med., Ärztin ☎ 23 34 53, Schöne Aussicht 35 ✉ 21: [238, 643, 520, 675]
directory-entry: — Walt, Brotgesch ☎ üb 25 45 55, Sievekingsallee 98 ✉ 26: [238, 582, 475, 613]
directory-entry: — Heinz-O., Gemälde ☎ 45 21 64, Bundesstr. 44 ✉ 13: [535, 474, 769, 505]
directory-entry: — Wilh, Hausmstr ☎ 51 80 22, Alsterkrugchaussee 250 ✉ 20: [238, 875, 452, 906]
directory-entry: — Hans-Pet., kfmAng. ☎ 82 87 20, Nordquistweg 4 ✉ Gfl: [535, 397, 773, 428]
directory-entry: — H, Steintrag, Farnhornweg 55 ✉Lu: [832, 1429, 1088, 1445]
directory-entry: — R, Klempn, Menckesallee 9 ✉ 23: [238, 412, 478, 428]
directory-entry: — Wilh, KfzZubehör ☎ 47 86 62, u 47 87 15, Alsterdorfer Str 22a: [238, 1167, 519, 1199]
